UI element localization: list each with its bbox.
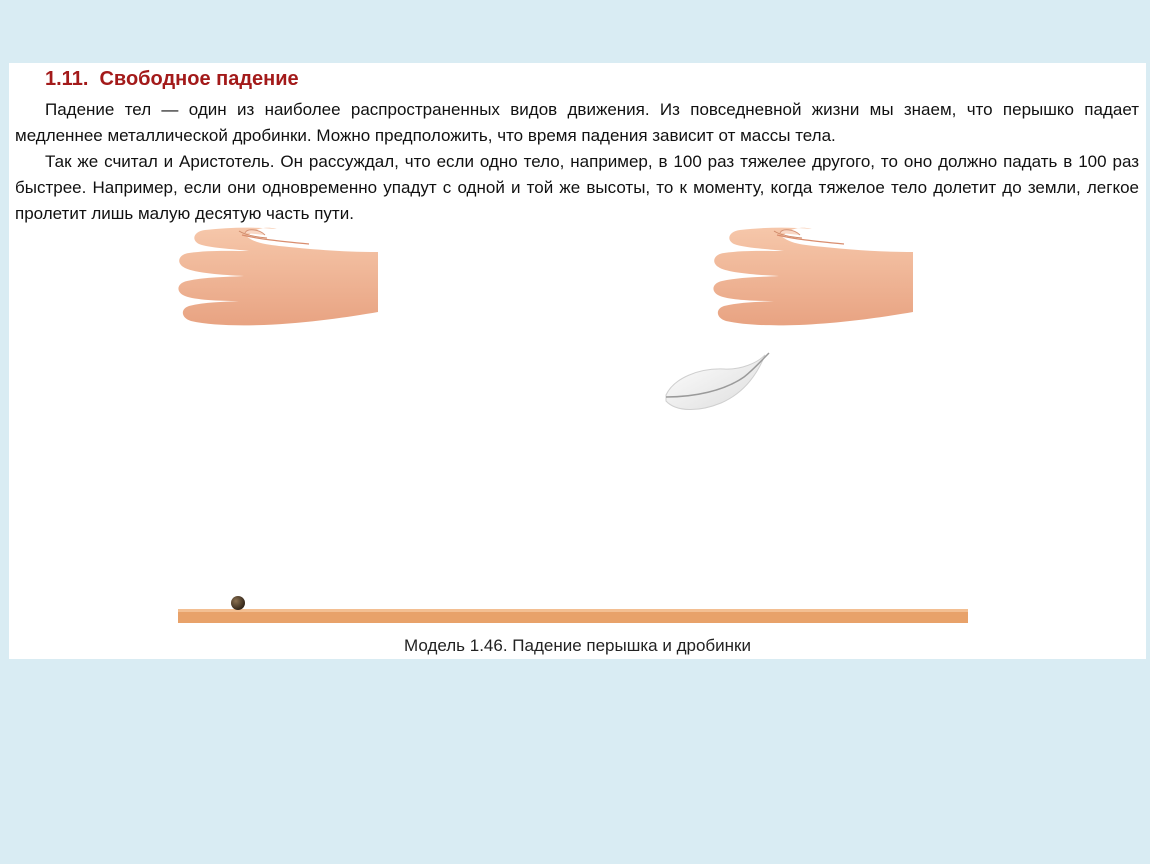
left-hand [178,228,378,326]
ground-plank [178,609,968,623]
pellet [231,596,245,610]
paragraph-1: Падение тел — один из наиболее распространенных видов движения. Из повседневной жизни мы знаем, что перышко падает медленнее металлической дробинки. Можно предположить, что время падения зависит от массы тела. [15,100,1139,145]
section-heading: 1.11. Свободное падение [45,68,299,90]
body-text [15,97,1139,227]
paragraph-2: Так же считал и Аристотель. Он рассуждал, что если одно тело, например, в 100 раз тяжелее другого, то оно должно падать в 100 раз быстрее. Например, если они одновременно упадут с одной и той же высоты, то к моменту, когда тяжелое тело долетит до земли, легкое пролетит лишь малую десятую часть пути. [15,152,1139,223]
figure-caption: Модель 1.46. Падение перышка и дробинки [404,636,751,655]
right-hand [713,228,913,326]
slide [9,63,1146,659]
feather [666,353,769,410]
